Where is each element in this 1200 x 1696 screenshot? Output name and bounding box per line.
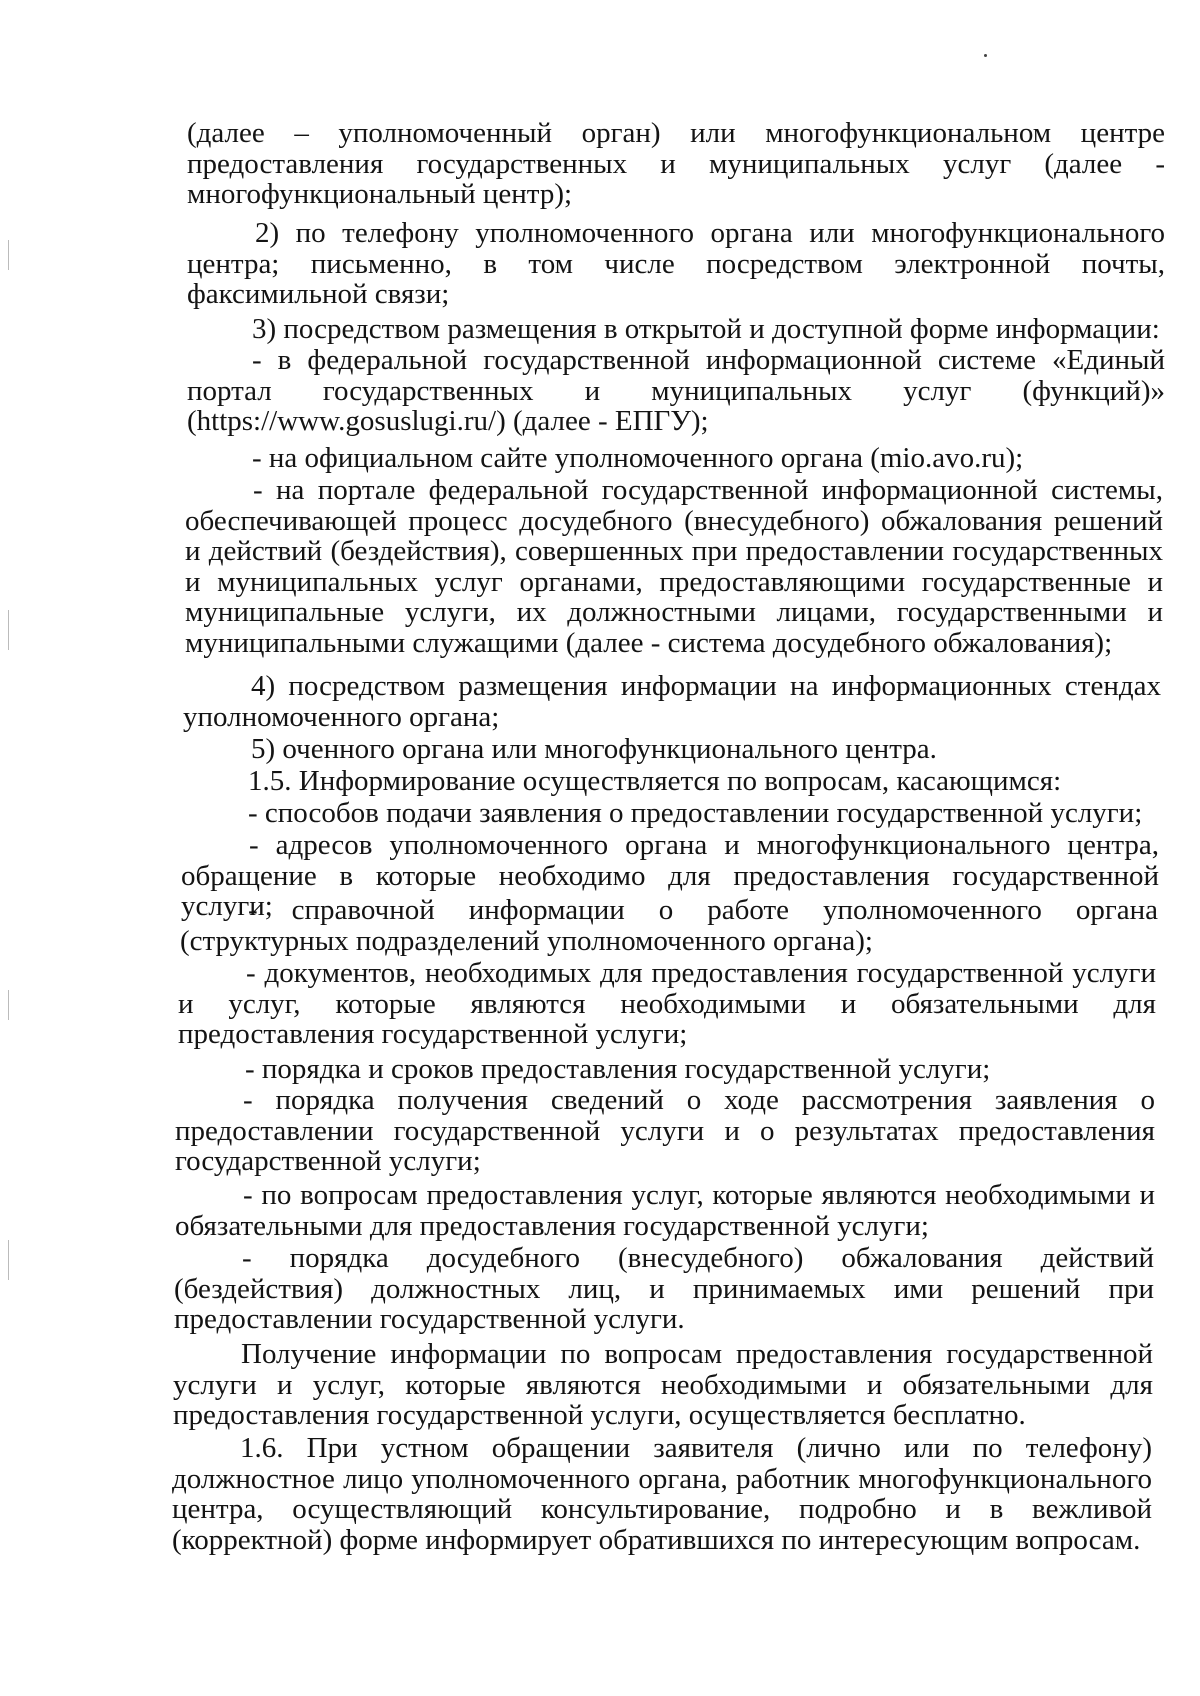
paragraph-application-status: - порядка получения сведений о ходе рассмотрения заявления о предоставлении государственной услуги и о результатах предоставления государственной услуги; xyxy=(175,1084,1155,1177)
paragraph-item-5: 5) оченного органа или многофункционального центра. xyxy=(251,733,937,765)
paragraph-addresses: - адресов уполномоченного органа и многофункционального центра, обращение в которые необходимо для предоставления государственной услуги; xyxy=(181,829,1159,922)
paragraph-section-1-5: 1.5. Информирование осуществляется по вопросам, касающимся: xyxy=(248,765,1062,797)
scan-speck xyxy=(984,54,987,57)
paragraph-item-4-stands: 4) посредством размещения информации на информационных стендах уполномоченного органа; xyxy=(183,670,1161,733)
paragraph-epgu: - в федеральной государственной информационной системе «Единый портал государственных и муниципальных услуг (функций)» (https://www.gosuslugi.ru/) (далее - ЕПГУ); xyxy=(187,344,1165,437)
paragraph-procedure-terms: - порядка и сроков предоставления государственной услуги; xyxy=(245,1053,991,1085)
paragraph-section-1-6: 1.6. При устном обращении заявителя (лично или по телефону) должностное лицо уполномоченного органа, работник многофункционального центра, осуществляющий консультирование, подробно и в вежливой (корректной) форме информирует обратившихся по интересующим вопросам. xyxy=(172,1432,1152,1556)
paragraph-appeal-procedure: - порядка досудебного (внесудебного) обжалования действий (бездействия) должностных лиц, и принимаемых ими решений при предоставлении государственной услуги. xyxy=(174,1242,1154,1335)
paragraph-reference-info: - справочной информации о работе уполномоченного органа (структурных подразделений уполномоченного органа); xyxy=(180,894,1158,957)
paragraph-item-3-publication: 3) посредством размещения в открытой и доступной форме информации: xyxy=(252,313,1160,345)
paragraph-related-services: - по вопросам предоставления услуг, которые являются необходимыми и обязательными для предоставления государственной услуги; xyxy=(175,1179,1155,1242)
scan-edge-mark xyxy=(8,1240,9,1280)
scan-edge-mark xyxy=(8,610,9,650)
paragraph-official-site: - на официальном сайте уполномоченного органа (mio.avo.ru); xyxy=(252,442,1024,474)
paragraph-documents: - документов, необходимых для предоставления государственной услуги и услуг, которые являются необходимыми и обязательными для предоставления государственной услуги; xyxy=(178,957,1156,1050)
scan-edge-mark xyxy=(8,240,9,270)
paragraph-item-2-phone: 2) по телефону уполномоченного органа или многофункционального центра; письменно, в том числе посредством электронной почты, факсимильной связи; xyxy=(187,217,1165,310)
scan-edge-mark xyxy=(8,990,9,1020)
paragraph-pre-trial-portal: - на портале федеральной государственной информационной системы, обеспечивающей процесс досудебного (внесудебного) обжалования решений и действий (бездействия), совершенных при предоставлении государственных и муниципальных услуг органами, предоставляющими государственные и муниципальные услуги, их должностными лицами, государственными и муниципальными служащими (далее - система досудебного обжалования); xyxy=(185,474,1163,659)
paragraph-continuation: (далее – уполномоченный орган) или многофункциональном центре предоставления государственных и муниципальных услуг (далее - многофункциональный центр); xyxy=(187,117,1165,210)
paragraph-submission-methods: - способов подачи заявления о предоставлении государственной услуги; xyxy=(248,797,1143,829)
paragraph-free-of-charge: Получение информации по вопросам предоставления государственной услуги и услуг, которые являются необходимыми и обязательными для предоставления государственной услуги, осуществляется бесплатно. xyxy=(173,1338,1153,1431)
